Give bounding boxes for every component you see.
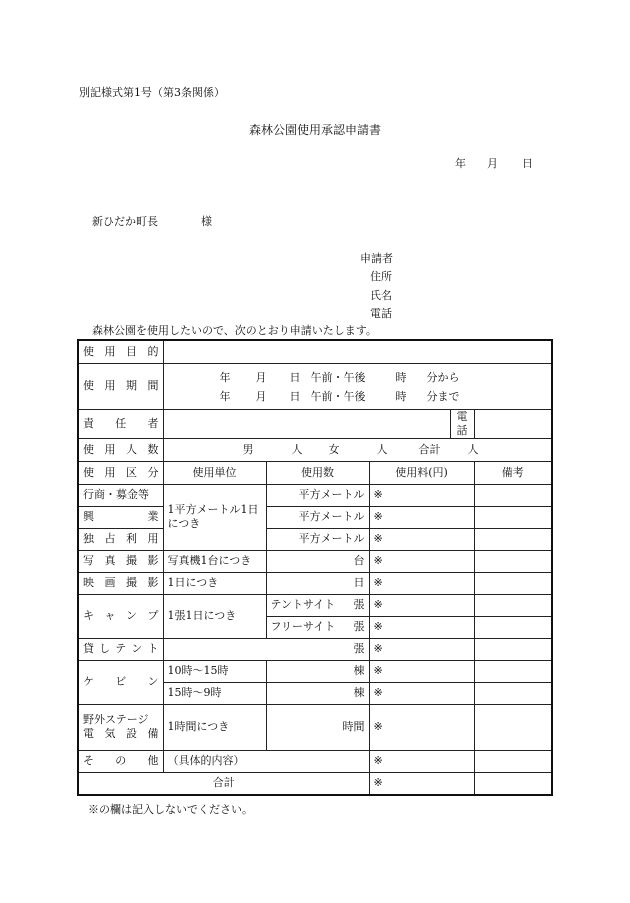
area-unit-cell: 1平方メートル1日につき bbox=[163, 484, 266, 550]
people-field[interactable]: 男 人 女 人 合計 人 bbox=[163, 438, 552, 461]
header-category: 使 用 区 分 bbox=[78, 461, 163, 484]
purpose-row bbox=[78, 340, 552, 363]
qty-cabin-night[interactable]: 棟 bbox=[266, 682, 369, 704]
applicant-label: 申請者 bbox=[360, 252, 393, 265]
period-label: 使 用 期 間 bbox=[78, 363, 163, 409]
applicant-name-label: 氏名 bbox=[370, 289, 392, 302]
unit-stage: 1時間につき bbox=[163, 704, 266, 750]
fee-film: ※ bbox=[369, 572, 474, 594]
qty-rental-tent[interactable]: 張 bbox=[163, 638, 369, 660]
qty-photo[interactable]: 台 bbox=[266, 550, 369, 572]
people-row bbox=[78, 438, 552, 461]
remarks-stage[interactable] bbox=[474, 704, 552, 750]
category-show: 興 業 bbox=[78, 506, 163, 528]
footer-note: ※の欄は記入しないでください。 bbox=[88, 803, 253, 816]
responsible-label: 責 任 者 bbox=[78, 409, 163, 438]
date-day-label: 日 bbox=[522, 157, 533, 170]
remarks-cabin-day[interactable] bbox=[474, 660, 552, 682]
table-row bbox=[78, 660, 552, 682]
remarks-total[interactable] bbox=[474, 772, 552, 795]
unit-cabin-night: 15時〜9時 bbox=[163, 682, 266, 704]
document-title: 森林公園使用承認申請書 bbox=[248, 123, 381, 137]
remarks-exclusive[interactable] bbox=[474, 528, 552, 550]
column-header-row bbox=[78, 461, 552, 484]
fee-free-site: ※ bbox=[369, 616, 474, 638]
remarks-free-site[interactable] bbox=[474, 616, 552, 638]
unit-film: 1日につき bbox=[163, 572, 266, 594]
form-reference: 別記様式第1号（第3条関係） bbox=[79, 86, 225, 99]
people-label: 使 用 人 数 bbox=[78, 438, 163, 461]
table-row bbox=[78, 638, 552, 660]
date-month-label: 月 bbox=[487, 157, 498, 170]
qty-free-site[interactable]: フリーサイト 張 bbox=[266, 616, 369, 638]
header-remarks: 備考 bbox=[474, 461, 552, 484]
remarks-cabin-night[interactable] bbox=[474, 682, 552, 704]
responsible-field[interactable] bbox=[163, 409, 450, 438]
qty-show[interactable]: 平方メートル bbox=[266, 506, 369, 528]
remarks-rental-tent[interactable] bbox=[474, 638, 552, 660]
responsible-phone-field[interactable] bbox=[474, 409, 552, 438]
qty-film[interactable]: 日 bbox=[266, 572, 369, 594]
category-rental-tent: 貸 し テ ン ト bbox=[78, 638, 163, 660]
remarks-tent-site[interactable] bbox=[474, 594, 552, 616]
table-row bbox=[78, 704, 552, 750]
addressee-honorific: 様 bbox=[201, 215, 212, 228]
qty-commerce[interactable]: 平方メートル bbox=[266, 484, 369, 506]
category-commerce: 行商・募金等 bbox=[78, 484, 163, 506]
unit-photo: 写真機1台につき bbox=[163, 550, 266, 572]
fee-cabin-day: ※ bbox=[369, 660, 474, 682]
intro-text: 森林公園を使用したいので、次のとおり申請いたします。 bbox=[92, 324, 377, 337]
responsible-row bbox=[78, 409, 552, 438]
table-row bbox=[78, 750, 552, 772]
responsible-phone-label: 電話 bbox=[450, 409, 474, 438]
remarks-show[interactable] bbox=[474, 506, 552, 528]
qty-tent-site[interactable]: テントサイト 張 bbox=[266, 594, 369, 616]
category-camp: キ ャ ン プ bbox=[78, 594, 163, 638]
table-row bbox=[78, 594, 552, 616]
category-stage: 野外ステージ 電 気 設 備 bbox=[78, 704, 163, 750]
fee-rental-tent: ※ bbox=[369, 638, 474, 660]
fee-commerce: ※ bbox=[369, 484, 474, 506]
remarks-film[interactable] bbox=[474, 572, 552, 594]
application-table bbox=[77, 339, 553, 796]
purpose-field[interactable] bbox=[163, 340, 552, 363]
category-cabin: ケ ビ ン bbox=[78, 660, 163, 704]
purpose-label: 使 用 目 的 bbox=[78, 340, 163, 363]
remarks-commerce[interactable] bbox=[474, 484, 552, 506]
fee-photo: ※ bbox=[369, 550, 474, 572]
addressee-name: 新ひだか町長 bbox=[92, 215, 158, 228]
applicant-address-label: 住所 bbox=[370, 270, 392, 283]
fee-cabin-night: ※ bbox=[369, 682, 474, 704]
fee-stage: ※ bbox=[369, 704, 474, 750]
applicant-phone-label: 電話 bbox=[370, 307, 392, 320]
other-detail[interactable]: （具体的内容） bbox=[163, 750, 369, 772]
table-row bbox=[78, 572, 552, 594]
date-year-label: 年 bbox=[455, 157, 466, 170]
unit-camp: 1張1日につき bbox=[163, 594, 266, 638]
fee-tent-site: ※ bbox=[369, 594, 474, 616]
period-field[interactable]: 年 月 日 午前・午後 時 分から 年 月 日 午前・午後 時 分まで bbox=[163, 363, 552, 409]
remarks-photo[interactable] bbox=[474, 550, 552, 572]
table-row bbox=[78, 550, 552, 572]
total-row bbox=[78, 772, 552, 795]
fee-show: ※ bbox=[369, 506, 474, 528]
qty-cabin-day[interactable]: 棟 bbox=[266, 660, 369, 682]
category-other: そ の 他 bbox=[78, 750, 163, 772]
remarks-other[interactable] bbox=[474, 750, 552, 772]
unit-cabin-day: 10時〜15時 bbox=[163, 660, 266, 682]
category-exclusive: 独 占 利 用 bbox=[78, 528, 163, 550]
qty-exclusive[interactable]: 平方メートル bbox=[266, 528, 369, 550]
header-unit: 使用単位 bbox=[163, 461, 266, 484]
table-row bbox=[78, 528, 552, 550]
qty-stage[interactable]: 時間 bbox=[266, 704, 369, 750]
total-label: 合計 bbox=[78, 772, 369, 795]
addressee bbox=[92, 213, 212, 229]
table-row bbox=[78, 484, 552, 506]
fee-total: ※ bbox=[369, 772, 474, 795]
table-row bbox=[78, 506, 552, 528]
header-qty: 使用数 bbox=[266, 461, 369, 484]
category-film: 映 画 撮 影 bbox=[78, 572, 163, 594]
period-row bbox=[78, 363, 552, 409]
category-photo: 写 真 撮 影 bbox=[78, 550, 163, 572]
fee-other: ※ bbox=[369, 750, 474, 772]
fee-exclusive: ※ bbox=[369, 528, 474, 550]
header-fee: 使用料(円) bbox=[369, 461, 474, 484]
